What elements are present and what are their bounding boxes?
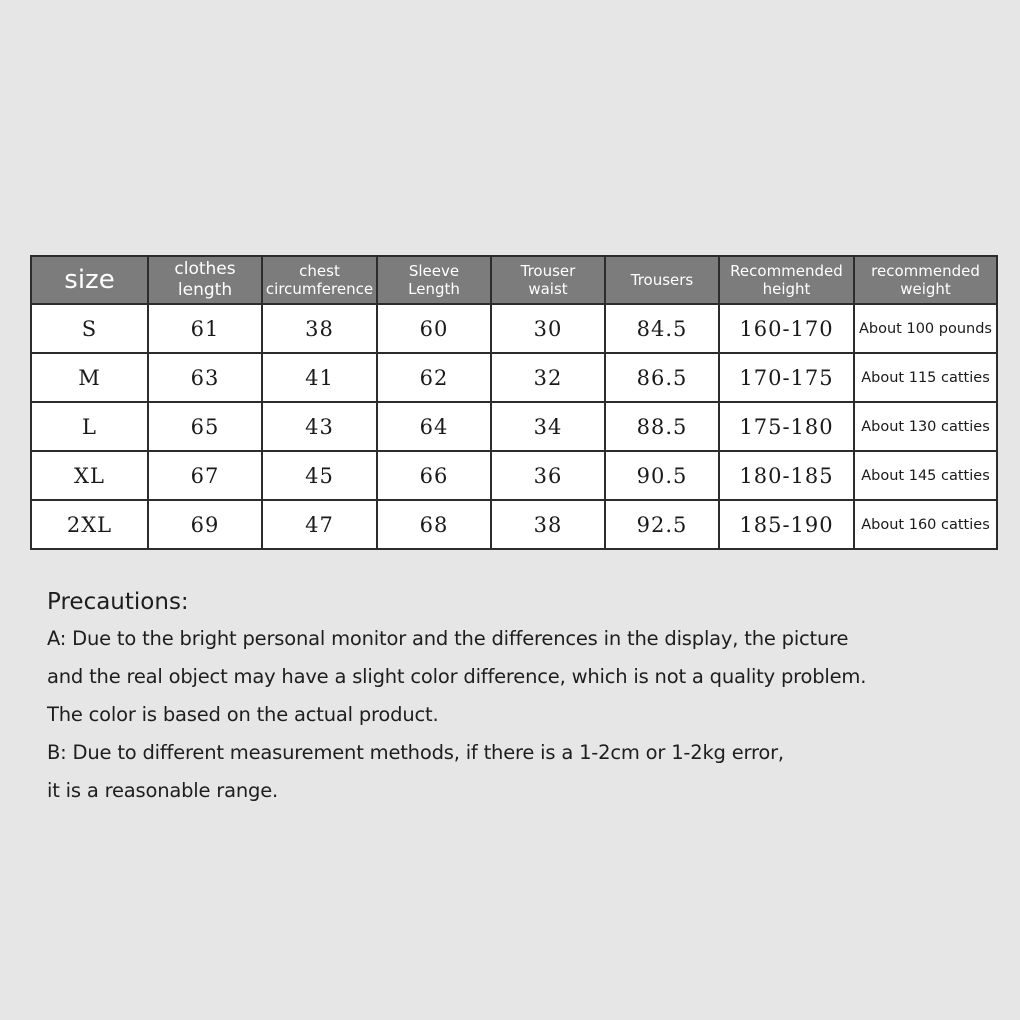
cell-sleeve: 66 <box>377 451 491 500</box>
table-row <box>31 304 997 353</box>
cell-height: 170-175 <box>719 353 854 402</box>
table-row <box>31 500 997 549</box>
header-chest-circumference: chest circumference <box>262 256 377 304</box>
cell-chest: 45 <box>262 451 377 500</box>
cell-clothes-length: 65 <box>148 402 262 451</box>
cell-trouser-waist: 32 <box>491 353 605 402</box>
cell-chest: 41 <box>262 353 377 402</box>
header-size: size <box>31 256 148 304</box>
cell-sleeve: 64 <box>377 402 491 451</box>
header-sleeve-length: Sleeve Length <box>377 256 491 304</box>
cell-size: M <box>31 353 148 402</box>
cell-clothes-length: 63 <box>148 353 262 402</box>
cell-sleeve: 62 <box>377 353 491 402</box>
cell-trousers: 84.5 <box>605 304 719 353</box>
cell-weight: About 100 pounds <box>854 304 997 353</box>
cell-height: 175-180 <box>719 402 854 451</box>
header-clothes-length: clothes length <box>148 256 262 304</box>
precaution-line: The color is based on the actual product. <box>47 703 439 726</box>
table-row <box>31 451 997 500</box>
precaution-line: it is a reasonable range. <box>47 779 279 802</box>
cell-trousers: 86.5 <box>605 353 719 402</box>
cell-height: 185-190 <box>719 500 854 549</box>
cell-sleeve: 68 <box>377 500 491 549</box>
cell-trouser-waist: 34 <box>491 402 605 451</box>
cell-sleeve: 60 <box>377 304 491 353</box>
precautions-title: Precautions: <box>47 589 189 615</box>
table-row <box>31 402 997 451</box>
cell-height: 160-170 <box>719 304 854 353</box>
header-trousers: Trousers <box>605 256 719 304</box>
cell-clothes-length: 67 <box>148 451 262 500</box>
cell-size: 2XL <box>31 500 148 549</box>
cell-chest: 43 <box>262 402 377 451</box>
cell-chest: 47 <box>262 500 377 549</box>
table-row <box>31 353 997 402</box>
cell-trousers: 90.5 <box>605 451 719 500</box>
cell-size: XL <box>31 451 148 500</box>
cell-chest: 38 <box>262 304 377 353</box>
cell-trouser-waist: 36 <box>491 451 605 500</box>
cell-weight: About 115 catties <box>854 353 997 402</box>
header-recommended-height: Recommended height <box>719 256 854 304</box>
header-recommended-weight: recommended weight <box>854 256 997 304</box>
table-header-row <box>31 256 997 304</box>
cell-weight: About 160 catties <box>854 500 997 549</box>
cell-size: L <box>31 402 148 451</box>
cell-clothes-length: 61 <box>148 304 262 353</box>
cell-height: 180-185 <box>719 451 854 500</box>
cell-weight: About 145 catties <box>854 451 997 500</box>
precautions-section <box>47 584 977 810</box>
precaution-line: A: Due to the bright personal monitor and the differences in the display, the picture <box>47 627 849 650</box>
cell-trousers: 92.5 <box>605 500 719 549</box>
size-chart-table <box>30 255 998 550</box>
cell-trousers: 88.5 <box>605 402 719 451</box>
precaution-line: and the real object may have a slight color difference, which is not a quality problem. <box>47 665 867 688</box>
cell-weight: About 130 catties <box>854 402 997 451</box>
cell-trouser-waist: 30 <box>491 304 605 353</box>
precaution-line: B: Due to different measurement methods, if there is a 1-2cm or 1-2kg error, <box>47 741 784 764</box>
header-trouser-waist: Trouser waist <box>491 256 605 304</box>
cell-trouser-waist: 38 <box>491 500 605 549</box>
cell-clothes-length: 69 <box>148 500 262 549</box>
cell-size: S <box>31 304 148 353</box>
